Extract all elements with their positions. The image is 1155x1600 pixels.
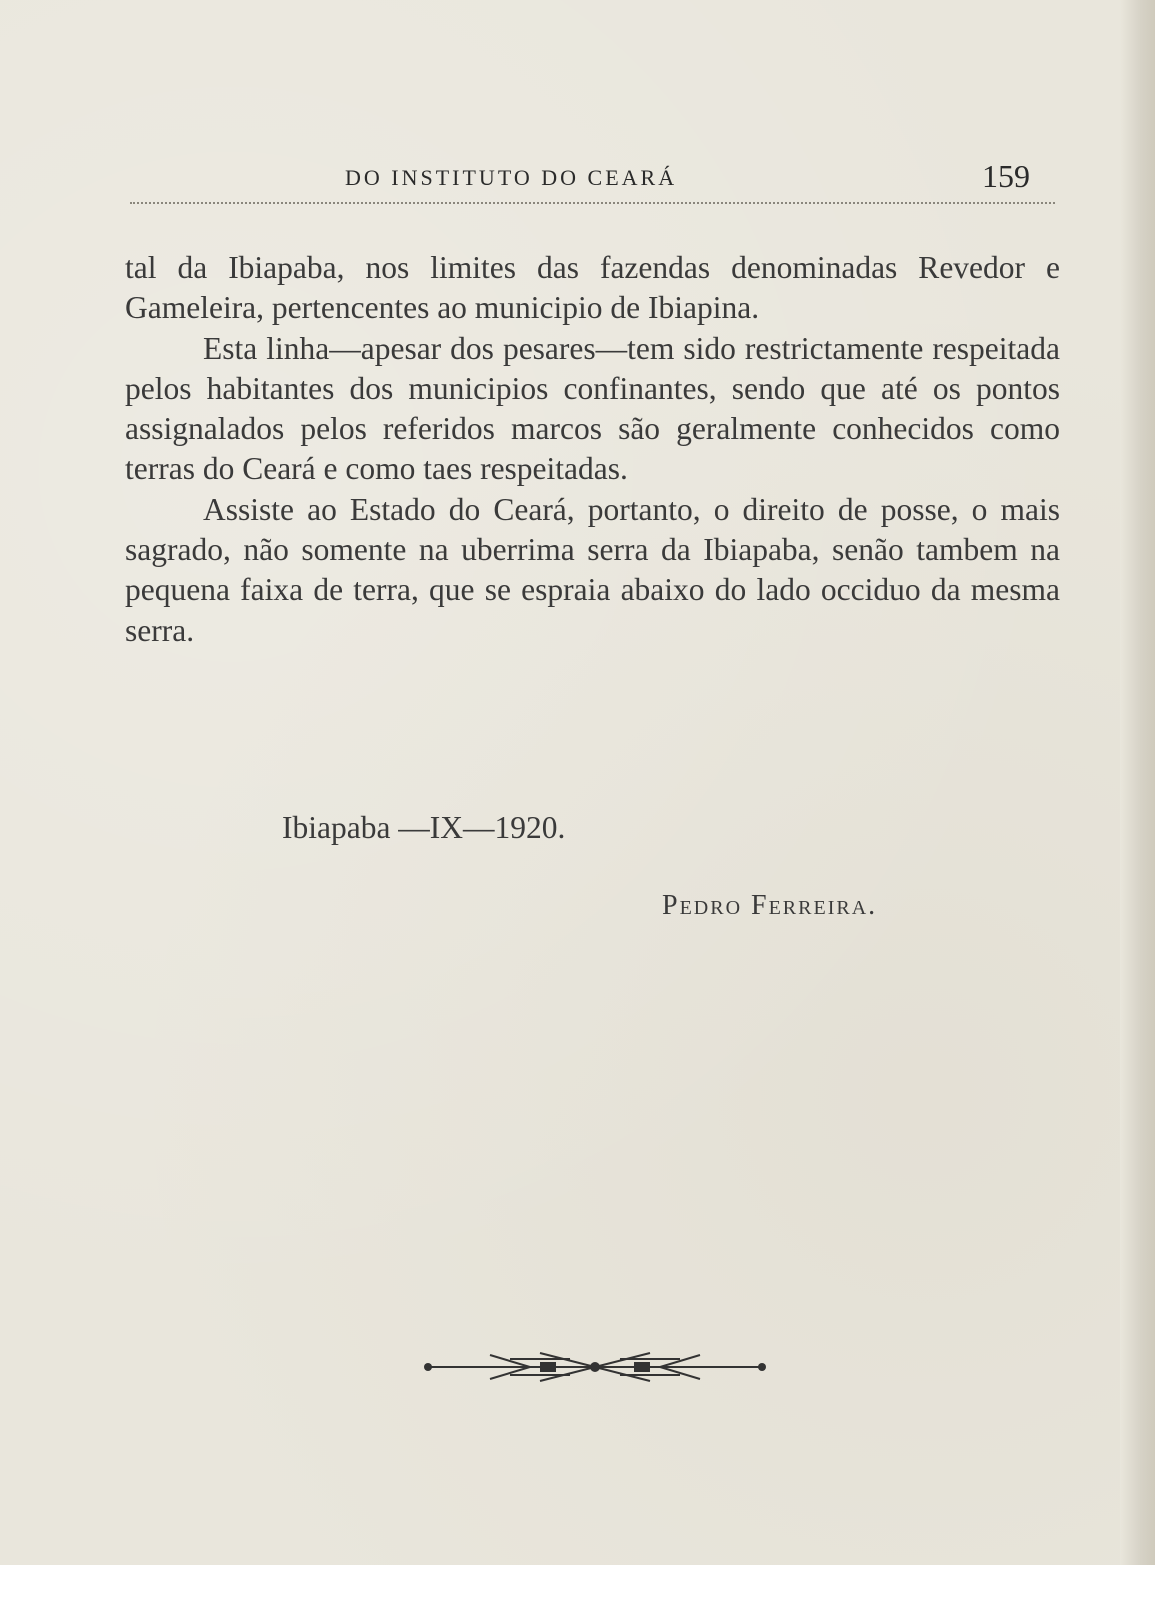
paragraph-continuation: tal da Ibiapaba, nos limites das fazendas denominadas Revedor e Gameleira, pertencentes ao municipio de Ibiapina.: [125, 250, 1060, 326]
running-title: DO INSTITUTO DO CEARÁ: [345, 165, 678, 190]
page-edge-shadow: [1120, 0, 1155, 1565]
header-rule: [130, 202, 1055, 204]
paragraph-right-of-possession: Assiste ao Estado do Ceará, portanto, o direito de posse, o mais sagrado, não somente na uberrima serra da Ibiapaba, senão tambem na pequena faixa de terra, que se espraia abaixo do lado occiduo da mesma serra.: [125, 491, 1060, 648]
body-text: [125, 248, 1060, 651]
ornamental-divider-icon: [420, 1345, 770, 1389]
page-number: 159: [982, 158, 1030, 194]
author-signature: Pedro Ferreira.: [662, 890, 878, 921]
paragraph-boundary-line: Esta linha—apesar dos pesares—tem sido restrictamente respeitada pelos habitantes dos municipios confinantes, sendo que até os pontos assignalados pelos referidos marcos são geralmente conhecidos como terras do Ceará e como taes respeitadas.: [125, 330, 1060, 487]
dateline: Ibiapaba —IX—1920.: [282, 810, 566, 845]
